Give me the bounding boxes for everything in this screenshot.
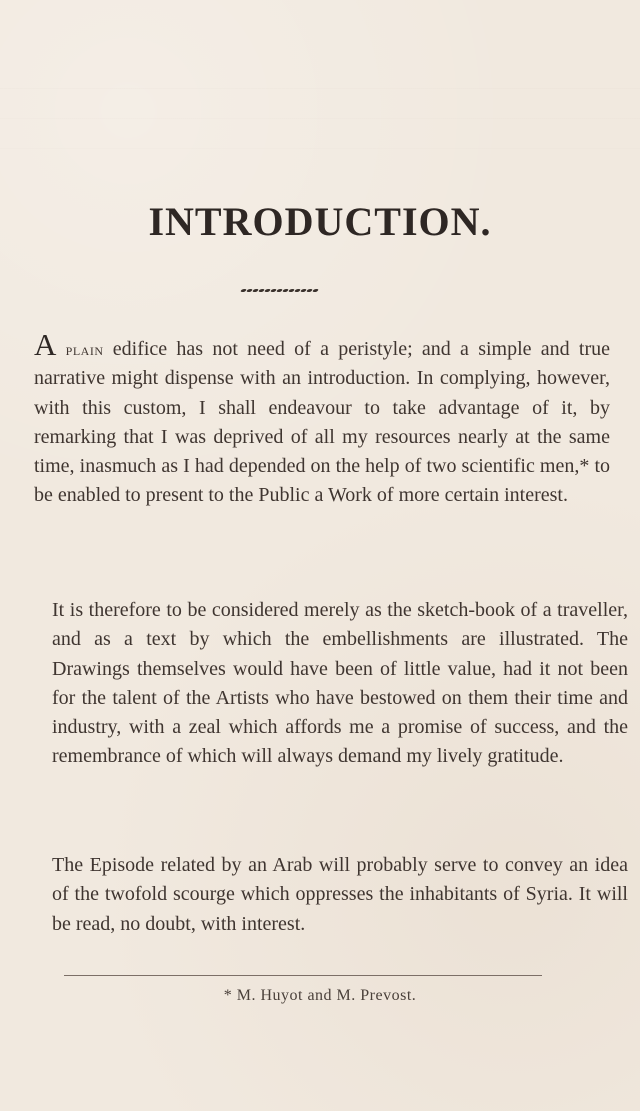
paragraph-1-text: edifice has not need of a peristyle; and a simple and true narrative might dispense with an introduction. In complying, however, with this custom, I shall endeavour to take advantage of it, by remarking that I was deprived of all my resources nearly at the same time, inasmuch as I had depended on the help of two scientific men,* to be enabled to present to the Public a Work of more certain interest.	[34, 338, 611, 507]
drop-cap: A	[34, 327, 57, 362]
footnote-rule	[64, 975, 542, 976]
paragraph-3-text: The Episode related by an Arab will probably serve to convey an idea of the twofold scourge which oppresses the inhabitants of Syria. It will be read, no doubt, with interest.	[52, 854, 628, 935]
title-ornament	[241, 287, 321, 295]
page-title: INTRODUCTION.	[148, 199, 492, 244]
paragraph-2-text: It is therefore to be considered merely as the sketch-book of a traveller, and as a text by which the embellishments are illustrated. The Drawings themselves would have been of little value, had it not been for the talent of the Artists who have bestowed on them their time and industry, with a zeal which affords me a promise of success, and the remembrance of which will always demand my lively gratitude.	[52, 599, 628, 768]
footnote: * M. Huyot and M. Prevost.	[223, 987, 417, 1004]
paragraph-2	[34, 596, 628, 772]
paragraph-3	[34, 851, 628, 939]
small-caps-word: plain	[65, 340, 104, 359]
paragraph-1	[34, 327, 611, 511]
